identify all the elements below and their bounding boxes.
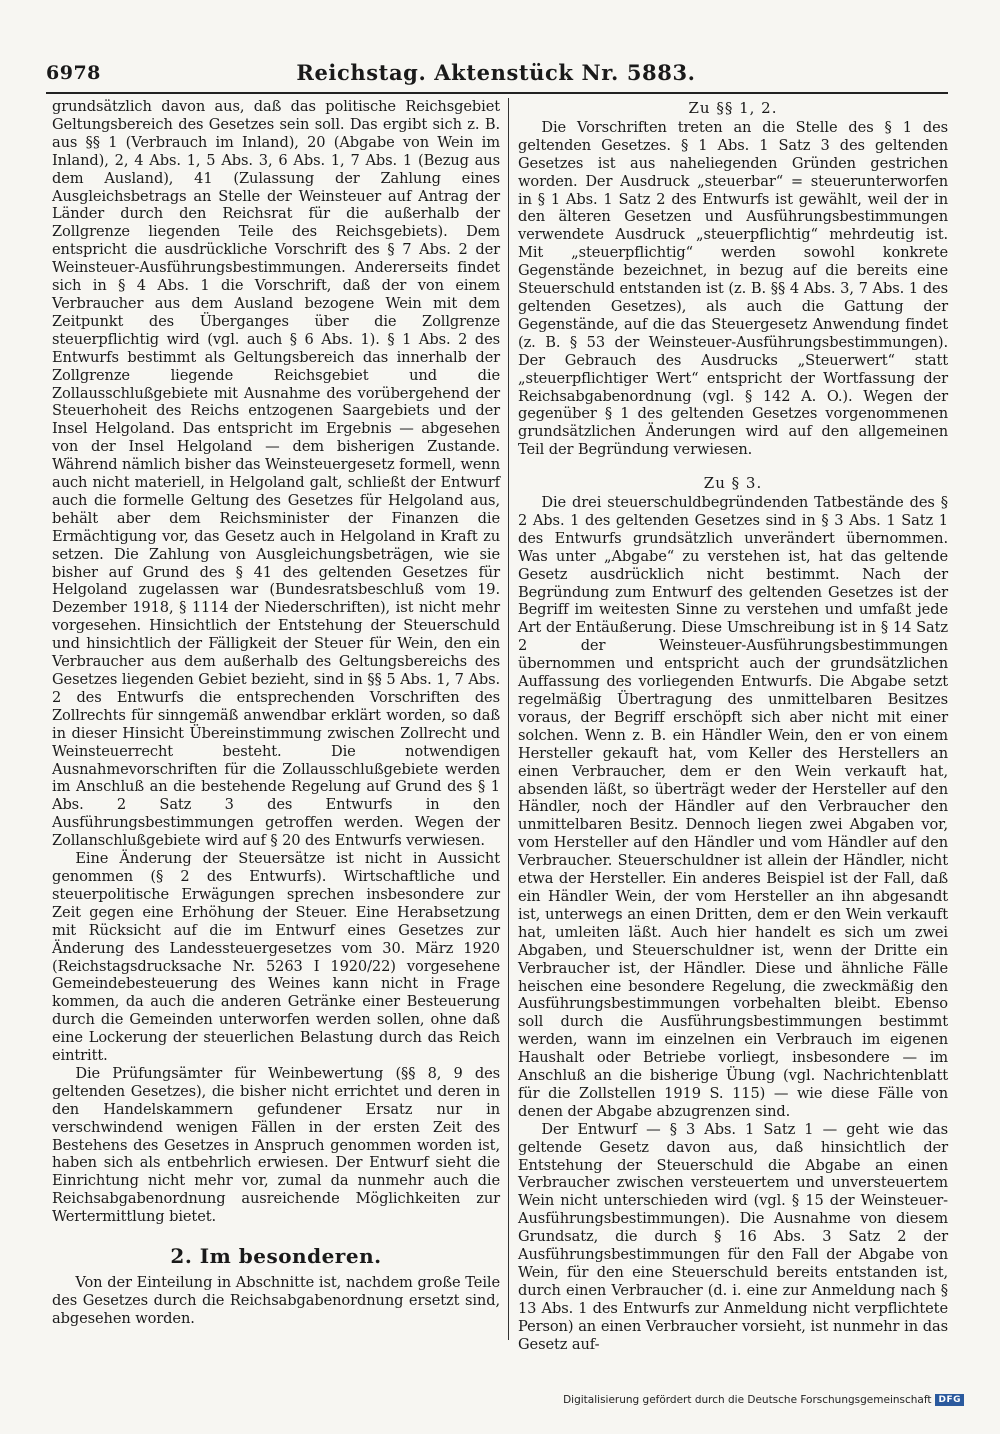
page-number: 6978 [46,62,101,84]
left-column [52,98,500,1328]
column-divider [508,98,509,1340]
right-paragraph-1: Die Vorschriften treten an die Stelle des § 1 des geltenden Gesetzes. § 1 Abs. 1 Satz 3 des geltenden Gesetzes ist aus naheliegenden Gründen gestrichen worden. Der Ausdruck „steuerbar“ = steuerunterworfen in § 1 Abs. 1 Satz 2 des Entwurfs ist gewählt, weil der in den älteren Gesetzen und Ausführungsbestimmungen verwendete Ausdruck „steuerpflichtig“ mehrdeutig ist. Mit „steuerpflichtig“ werden sowohl konkrete Gegenstände bezeichnet, in bezug auf die bereits eine Steuerschuld entstanden ist (z. B. §§ 4 Abs. 3, 7 Abs. 1 des geltenden Gesetzes), als auch die Gattung der Gegenstände, auf die das Steuergesetz Anwendung findet (z. B. § 53 der Weinsteuer-Ausführungsbestimmungen). Der Gebrauch des Ausdrucks „Steuerwert“ statt „steuerpflichtiger Wert“ entspricht der Wortfassung der Reichsabgabenordnung (vgl. § 142 A. O.). Wegen der gegenüber § 1 des geltenden Gesetzes vorgenommenen grundsätzlichen Änderungen wird auf den allgemeinen Teil der Begründung verwiesen. [518,118,948,459]
section-heading-zu-1-2: Zu §§ 1, 2. [688,99,778,117]
dfg-logo: DFG [935,1394,964,1406]
digitization-credit [563,1394,964,1406]
right-paragraph-2: Die drei steuerschuldbegründenden Tatbestände des § 2 Abs. 1 des geltenden Gesetzes sind in § 3 Abs. 1 Satz 1 des Entwurfs grundsätzlich unverändert übernommen. Was unter „Abgabe“ zu verstehen ist, hat das geltende Gesetz ausdrücklich nicht bestimmt. Nach der Begründung zum Entwurf des geltenden Gesetzes ist der Begriff im weitesten Sinne zu verstehen und umfaßt jede Art der Entäußerung. Diese Umschreibung ist in § 14 Satz 2 der Weinsteuer-Ausführungsbestimmungen übernommen und entspricht auch der grundsätzlichen Auffassung des vorliegenden Entwurfs. Die Abgabe setzt regelmäßig Übertragung des unmittelbaren Besitzes voraus, der Begriff erschöpft sich aber nicht mit einer solchen. Wenn z. B. ein Händler Wein, den er von einem Hersteller gekauft hat, vom Keller des Herstellers an einen Verbraucher, dem er den Wein verkauft hat, absenden läßt, so überträgt weder der Hersteller auf den Händler, noch der Händler auf den Verbraucher den unmittelbaren Besitz. Dennoch liegen zwei Abgaben vor, vom Hersteller auf den Händler und vom Händler auf den Verbraucher. Steuerschuldner ist allein der Händler, nicht etwa der Hersteller. Ein anderes Beispiel ist der Fall, daß ein Händler Wein, der vom Hersteller an ihn abgesandt ist, unterwegs an einen Dritten, dem er den Wein verkauft hat, umleiten läßt. Auch hier handelt es sich um zwei Abgaben, und Steuerschuldner ist, wenn der Dritte ein Verbraucher ist, der Händler. Diese und ähnliche Fälle heischen eine besondere Regelung, die zweckmäßig den Ausführungsbestimmungen vorbehalten bleibt. Ebenso soll durch die Ausführungsbestimmungen bestimmt werden, wann im einzelnen ein Verbrauch im eigenen Haushalt oder Betriebe vorliegt, insbesondere — im Anschluß an die bisherige Übung (vgl. Nachrichtenblatt für die Zollstellen 1919 S. 115) — wie diese Fälle von denen der Abgabe abzugrenzen sind. [518,494,948,1120]
section-heading-zu-3: Zu § 3. [703,474,763,493]
section-heading-im-besonderen: 2. Im besonderen. [170,1244,382,1269]
left-paragraph-1: grundsätzlich davon aus, daß das politische Reichsgebiet Geltungsbereich des Gesetzes sein soll. Das ergibt sich z. B. aus §§ 1 (Verbrauch im Inland), 20 (Abgabe von Wein im Inland), 2, 4 Abs. 1, 5 Abs. 3, 6 Abs. 1, 7 Abs. 1 (Bezug aus dem Ausland), 41 (Zulassung der Zahlung eines Ausgleichsbetrags an Stelle der Weinsteuer auf Antrag der Länder durch den Reichsrat für die außerhalb der Zollgrenze liegenden Teile des Reichsgebiets). Dem entspricht die ausdrückliche Vorschrift des § 7 Abs. 2 der Weinsteuer-Ausführungsbestimmungen. Andererseits findet sich in § 4 Abs. 1 die Vorschrift, daß der von einem Verbraucher aus dem Ausland bezogene Wein mit dem Zeitpunkt des Überganges über die Zollgrenze steuerpflichtig wird (vgl. auch § 6 Abs. 1). § 1 Abs. 2 des Entwurfs bestimmt als Geltungsbereich das innerhalb der Zollgrenze liegende Reichsgebiet und die Zollausschlußgebiete mit Ausnahme des vorübergehend der Steuerhoheit des Reichs entzogenen Saargebiets und der Insel Helgoland. Das entspricht im Ergebnis — abgesehen von der Insel Helgoland — dem bisherigen Zustande. Während nämlich bisher das Weinsteuergesetz formell, wenn auch nicht materiell, in Helgoland galt, schließt der Entwurf auch die formelle Geltung des Gesetzes für Helgoland aus, behält aber dem Reichsminister der Finanzen die Ermächtigung vor, das Gesetz auch in Helgoland in Kraft zu setzen. Die Zahlung von Ausgleichungsbeträgen, wie sie bisher auf Grund des § 41 des geltenden Gesetzes für Helgoland zugelassen war (Bundesratsbeschluß vom 19. Dezember 1918, § 1114 der Niederschriften), ist nicht mehr vorgesehen. Hinsichtlich der Entstehung der Steuerschuld und hinsichtlich der Fälligkeit der Steuer für Wein, den ein Verbraucher aus dem außerhalb des Geltungsbereichs des Gesetzes liegenden Gebiet bezieht, sind in §§ 5 Abs. 1, 7 Abs. 2 des Entwurfs die entsprechenden Vorschriften des Zollrechts für sinngemäß anwendbar erklärt worden, so daß in dieser Hinsicht Übereinstimmung zwischen Zollrecht und Weinsteuerrecht besteht. Die notwendigen Ausnahmevorschriften für die Zollausschlußgebiete werden im Anschluß an die bestehende Regelung auf Grund des § 1 Abs. 2 Satz 3 des Entwurfs in den Ausführungsbestimmungen getroffen werden. Wegen der Zollanschlußgebiete wird auf § 20 des Entwurfs verwiesen. [52,98,500,850]
running-head: Reichstag. Aktenstück Nr. 5883. [296,60,696,85]
right-paragraph-3: Der Entwurf — § 3 Abs. 1 Satz 1 — geht wie das geltende Gesetz davon aus, daß hinsichtlich der Entstehung der Steuerschuld die Abgabe an einen Verbraucher zwischen versteuertem und unversteuertem Wein nicht unterschieden wird (vgl. § 15 der Weinsteuer-Ausführungsbestimmungen). Die Ausnahme von diesem Grundsatz, die durch § 16 Abs. 3 Satz 2 der Ausführungsbestimmungen für den Fall der Abgabe von Wein, für den eine Steuerschuld bereits entstanden ist, durch einen Verbraucher (d. i. eine zur Anmeldung nach § 13 Abs. 1 des Entwurfs zur Anmeldung nicht verpflichtete Person) an einen Verbraucher vorsieht, ist nunmehr in das Gesetz auf- [518,1120,948,1353]
left-paragraph-4: Von der Einteilung in Abschnitte ist, nachdem große Teile des Gesetzes durch die Reichsabgabenordnung ersetzt sind, abgesehen worden. [52,1274,500,1327]
credit-text: Digitalisierung gefördert durch die Deutsche Forschungsgemeinschaft [563,1394,932,1406]
left-paragraph-3: Die Prüfungsämter für Weinbewertung (§§ 8, 9 des geltenden Gesetzes), die bisher nicht errichtet und deren in den Handelskammern gefundener Ersatz nur in verschwindend wenigen Fällen in der ersten Zeit des Bestehens des Gesetzes in Anspruch genommen worden ist, haben sich als entbehrlich erwiesen. Der Entwurf sieht die Einrichtung nicht mehr vor, zumal da nunmehr auch die Reichsabgabenordnung ausreichende Möglichkeiten zur Wertermittlung bietet. [52,1064,500,1226]
header-rule [46,92,948,94]
left-paragraph-2: Eine Änderung der Steuersätze ist nicht in Aussicht genommen (§ 2 des Entwurfs). Wirtschaftliche und steuerpolitische Erwägungen sprechen insbesondere zur Zeit gegen eine Erhöhung der Steuer. Eine Herabsetzung mit Rücksicht auf die im Entwurf eines Gesetzes zur Änderung des Landessteuergesetzes vom 30. März 1920 (Reichstagsdrucksache Nr. 5263 I 1920/22) vorgesehene Gemeindebesteuerung des Weines kann nicht in Frage kommen, da auch die anderen Getränke einer Besteuerung durch die Gemeinden unterworfen werden sollen, ohne daß eine Lockerung der steuerlichen Belastung durch das Reich eintritt. [52,850,500,1065]
page-header [46,58,946,92]
right-column [518,98,948,1354]
